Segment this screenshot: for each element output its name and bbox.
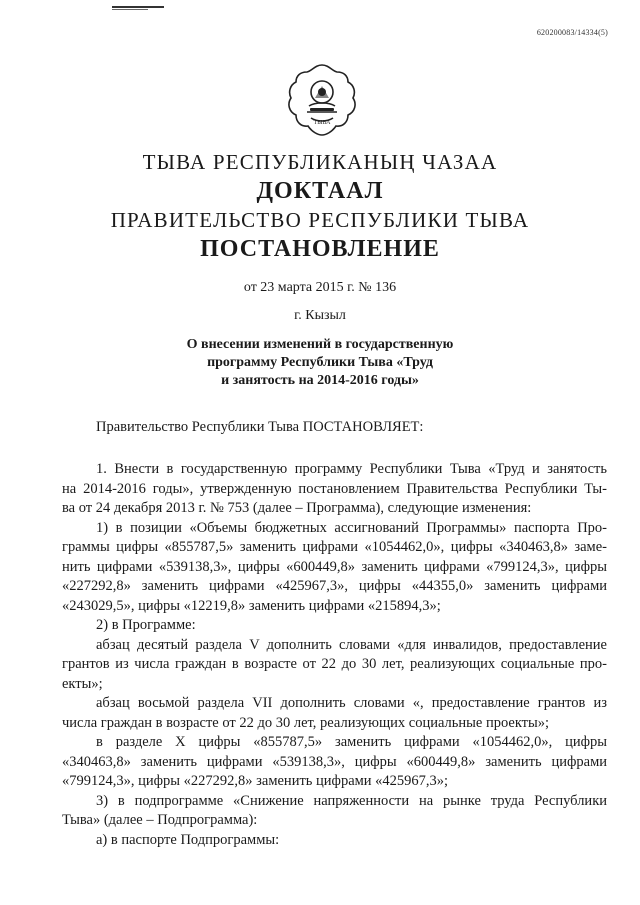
body-line: 1) в позиции «Объемы бюджетных ассигнований Программы» паспорта Про- [96, 519, 607, 536]
city: г. Кызыл [294, 308, 346, 323]
title-line: О внесении изменений в государственную [186, 337, 454, 352]
body-line: абзац десятый раздела V дополнить словами «для инвалидов, предоставление [96, 636, 607, 653]
body-line: 1. Внести в государственную программу Республики Тыва «Труд и занятость [96, 461, 607, 477]
body-line: в разделе X цифры «855787,5» заменить цифрами «1054462,0», цифры [96, 734, 607, 750]
body-line: «243029,5», цифры «12219,8» заменить цифрами «215894,3»; [62, 597, 441, 614]
body-line: «799124,3», цифры «227292,8» заменить цифрами «425967,3»; [62, 773, 449, 789]
heading-resolution: ПОСТАНОВЛЕНИЕ [200, 236, 440, 262]
body-line: «227292,8» заменить цифрами «425967,3», цифры «44355,0» заменить цифрами [62, 578, 607, 594]
heading-tuvan-resolution: ДОКТААЛ [256, 178, 384, 204]
body-line: 3) в подпрограмме «Снижение напряженности на рынке труда Республики [96, 792, 607, 809]
body-line: Тыва» (далее – Подпрограмма): [62, 812, 258, 828]
document-body [62, 460, 607, 850]
body-line: на 2014-2016 годы», утвержденную постановлением Правительства Республики Ты- [62, 480, 607, 497]
body-line: граммы цифры «855787,5» заменить цифрами «1054462,0», цифры «340463,8» заме- [62, 539, 607, 555]
intro-paragraph: Правительство Республики Тыва ПОСТАНОВЛЯЕТ: [96, 419, 424, 435]
heading-tuvan-government: ТЫВА РЕСПУБЛИКАНЫҢ ЧАЗАА [142, 150, 498, 174]
date-and-number: от 23 марта 2015 г. № 136 [243, 280, 397, 295]
scan-mark [112, 6, 164, 8]
heading-government: ПРАВИТЕЛЬСТВО РЕСПУБЛИКИ ТЫВА [110, 208, 530, 232]
title-line: и занятость на 2014-2016 годы» [221, 373, 419, 388]
scan-mark-secondary [112, 9, 148, 10]
body-line: а) в паспорте Подпрограммы: [96, 831, 280, 848]
emblem-label: ТЫВА [313, 120, 331, 126]
body-line: нить цифрами «539138,3», цифры «600449,8» заменить цифрами «799124,3», цифры [62, 558, 607, 575]
title-line: программу Республики Тыва «Труд [207, 355, 433, 370]
body-line: «340463,8» заменить цифрами «539138,3», цифры «600449,8» заменить цифрами [62, 753, 607, 770]
body-line: числа граждан в возрасте от 22 до 30 лет, реализующих социальные проекты»; [62, 714, 550, 731]
document-number: 620200083/14334(5) [536, 28, 608, 37]
body-line: грантов из числа граждан в возрасте от 22 до 30 лет, реализующих социальные про- [62, 656, 607, 672]
body-line: ва от 24 декабря 2013 г. № 753 (далее – Программа), следующие изменения: [62, 500, 532, 516]
body-line: абзац восьмой раздела VII дополнить словами «, предоставление грантов из [96, 695, 607, 711]
document-title [0, 336, 640, 390]
body-line: 2) в Программе: [96, 617, 196, 633]
coat-of-arms-emblem [285, 62, 359, 138]
body-line: екты»; [62, 675, 103, 692]
